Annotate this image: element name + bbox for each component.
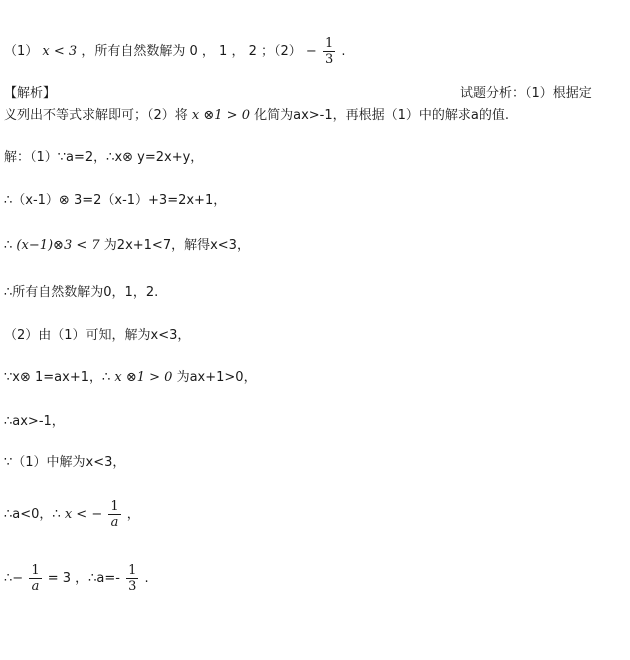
- solution-line-9-fraction: [108, 499, 120, 530]
- solution-line-10-frac-den: a: [29, 578, 41, 594]
- solution-line-3-therefore: ∴: [4, 238, 13, 253]
- solution-line-10-fraction-a: [29, 563, 41, 594]
- solution-0: 0: [189, 44, 198, 59]
- solution-line-6-text-b: 为ax+1>0，: [176, 370, 257, 385]
- answer-end: .: [341, 44, 346, 59]
- solution-line-9-text-b: ，: [126, 507, 140, 522]
- solution-line-1: 解：（1）∵a=2，∴x⊗ y=2x+y，: [4, 150, 204, 165]
- analysis-heading: 【解析】: [4, 86, 57, 101]
- solution-line-6-text-a: ∵x⊗ 1=ax+1，∴: [4, 370, 111, 385]
- analysis-intro-line2: [4, 108, 509, 124]
- solution-line-10-frac-num: 1: [31, 563, 40, 578]
- analysis-intro-math: x ⊗1 > 0: [191, 108, 250, 123]
- solution-line-10-text-c: .: [144, 571, 149, 586]
- analysis-intro-text-b: 化简为ax>-1，再根据（1）中的解求a的值.: [254, 108, 510, 123]
- answer-line: [4, 36, 346, 67]
- solution-line-4: ∴所有自然数解为0，1，2.: [4, 285, 159, 300]
- solution-1: ， 1: [201, 44, 228, 59]
- solution-2: ， 2: [231, 44, 257, 59]
- answer-frac-den: 3: [324, 52, 334, 67]
- answer-minus: −: [305, 44, 317, 59]
- solution-line-9: [4, 498, 140, 532]
- solution-line-9-math: x < −: [64, 507, 103, 522]
- solution-line-8: ∵（1）中解为x<3，: [4, 455, 126, 470]
- solution-line-7: ∴ax>-1，: [4, 414, 65, 429]
- solution-line-10-frac-num-2: 1: [128, 563, 137, 578]
- answer-part1-label: （1）: [4, 44, 39, 59]
- solution-line-10-fraction-b: [126, 563, 138, 594]
- answer-part1-text: ，所有自然数解为: [81, 44, 186, 59]
- answer-frac-num: 1: [324, 36, 334, 51]
- solution-line-5: （2）由（1）可知，解为x<3，: [4, 328, 191, 343]
- solution-line-10-text-b: = 3 ，∴a=-: [47, 571, 120, 586]
- answer-fraction: [323, 36, 335, 67]
- solution-line-3-text: 为2x+1<7，解得x<3，: [103, 238, 250, 253]
- solution-line-10: [4, 562, 149, 596]
- analysis-intro-right: 试题分析：（1）根据定: [460, 86, 592, 101]
- solution-line-9-frac-den: a: [108, 514, 120, 530]
- solution-line-6-math: x ⊗1 > 0: [114, 370, 173, 385]
- solution-line-6: [4, 370, 257, 386]
- solution-line-9-frac-num: 1: [110, 499, 119, 514]
- answer-inequality: x < 3: [42, 44, 78, 59]
- solution-line-10-frac-den-2: 3: [128, 579, 137, 594]
- solution-line-2: ∴（x-1）⊗ 3=2（x-1）+3=2x+1，: [4, 193, 227, 208]
- solution-line-10-text-a: ∴−: [4, 571, 24, 586]
- answer-part2-label: ；（2）: [261, 44, 302, 59]
- analysis-intro-text-a: 义列出不等式求解即可；（2）将: [4, 108, 188, 123]
- solution-line-3-math: (x−1)⊗3 < 7: [16, 238, 100, 253]
- solution-line-9-text-a: ∴a<0，∴: [4, 507, 61, 522]
- solution-line-3: [4, 238, 250, 254]
